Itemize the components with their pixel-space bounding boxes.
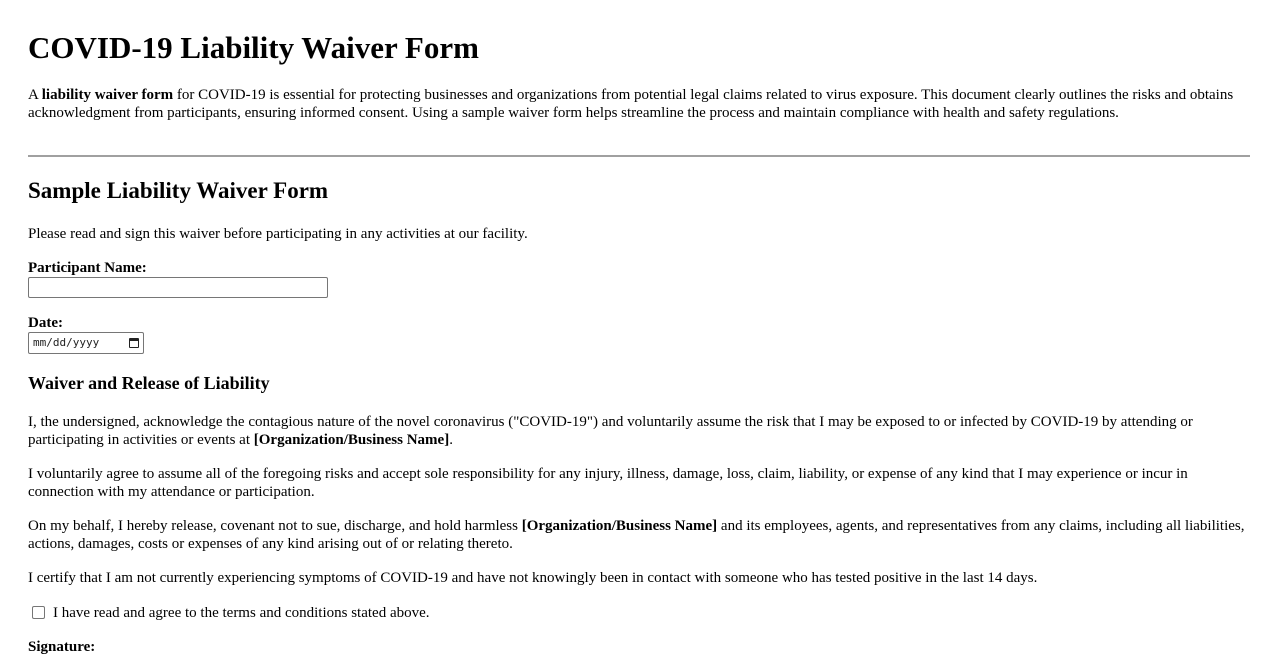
waiver-p1-text: I, the undersigned, acknowledge the contagious nature of the novel coronavirus ("COVID-19") and voluntarily assume the risk that I may be exposed to or infected by COVID-19 by attending or participating in activities or events at <box>28 414 1193 448</box>
waiver-paragraph-3 <box>28 517 1250 553</box>
organization-name-placeholder: [Organization/Business Name] <box>253 432 450 448</box>
agree-terms-checkbox[interactable] <box>32 606 45 619</box>
waiver-paragraph-4: I certify that I am not currently experiencing symptoms of COVID-19 and have not knowingly been in contact with someone who has tested positive in the last 14 days. <box>28 570 1038 586</box>
date-input[interactable] <box>28 332 144 354</box>
page-title: COVID-19 Liability Waiver Form <box>28 30 479 65</box>
intro-text: for COVID-19 is essential for protecting businesses and organizations from potential legal claims related to virus exposure. This document clearly outlines the risks and obtains acknowledgment from participants, ensuring informed consent. Using a sample waiver form helps streamline the process and maintain compliance with health and safety regulations. <box>28 87 1234 121</box>
participant-name-label: Participant Name: <box>28 260 147 276</box>
intro-prefix: A <box>28 87 42 103</box>
date-placeholder: mm/dd/yyyy <box>33 336 100 349</box>
waiver-paragraph-2: I voluntarily agree to assume all of the foregoing risks and accept sole responsibility for any injury, illness, damage, loss, claim, liability, or expense of any kind that I may experience or incur in connection with my attendance or participation. <box>28 466 1188 500</box>
section-divider <box>28 155 1250 157</box>
calendar-icon[interactable] <box>129 338 139 348</box>
organization-name-placeholder: [Organization/Business Name] <box>521 518 718 534</box>
participant-name-input[interactable] <box>28 277 328 298</box>
signature-label: Signature: <box>28 639 96 655</box>
waiver-section-title: Waiver and Release of Liability <box>28 373 270 393</box>
waiver-p1-end: . <box>449 432 453 448</box>
intro-paragraph <box>28 86 1250 122</box>
waiver-p3-end: and its employees, agents, and representatives from any claims, including all liabilities, actions, damages, costs or expenses of any kind arising out of or relating thereto. <box>28 518 1245 552</box>
waiver-paragraph-1 <box>28 413 1250 449</box>
agree-terms-row[interactable] <box>28 604 430 622</box>
form-instructions: Please read and sign this waiver before participating in any activities at our facility. <box>28 226 528 242</box>
form-title: Sample Liability Waiver Form <box>28 178 329 203</box>
waiver-p3-text: On my behalf, I hereby release, covenant not to sue, discharge, and hold harmless <box>28 518 522 534</box>
date-label: Date: <box>28 315 63 331</box>
intro-bold-term: liability waiver form <box>41 87 174 103</box>
agree-terms-label: I have read and agree to the terms and conditions stated above. <box>53 605 430 621</box>
